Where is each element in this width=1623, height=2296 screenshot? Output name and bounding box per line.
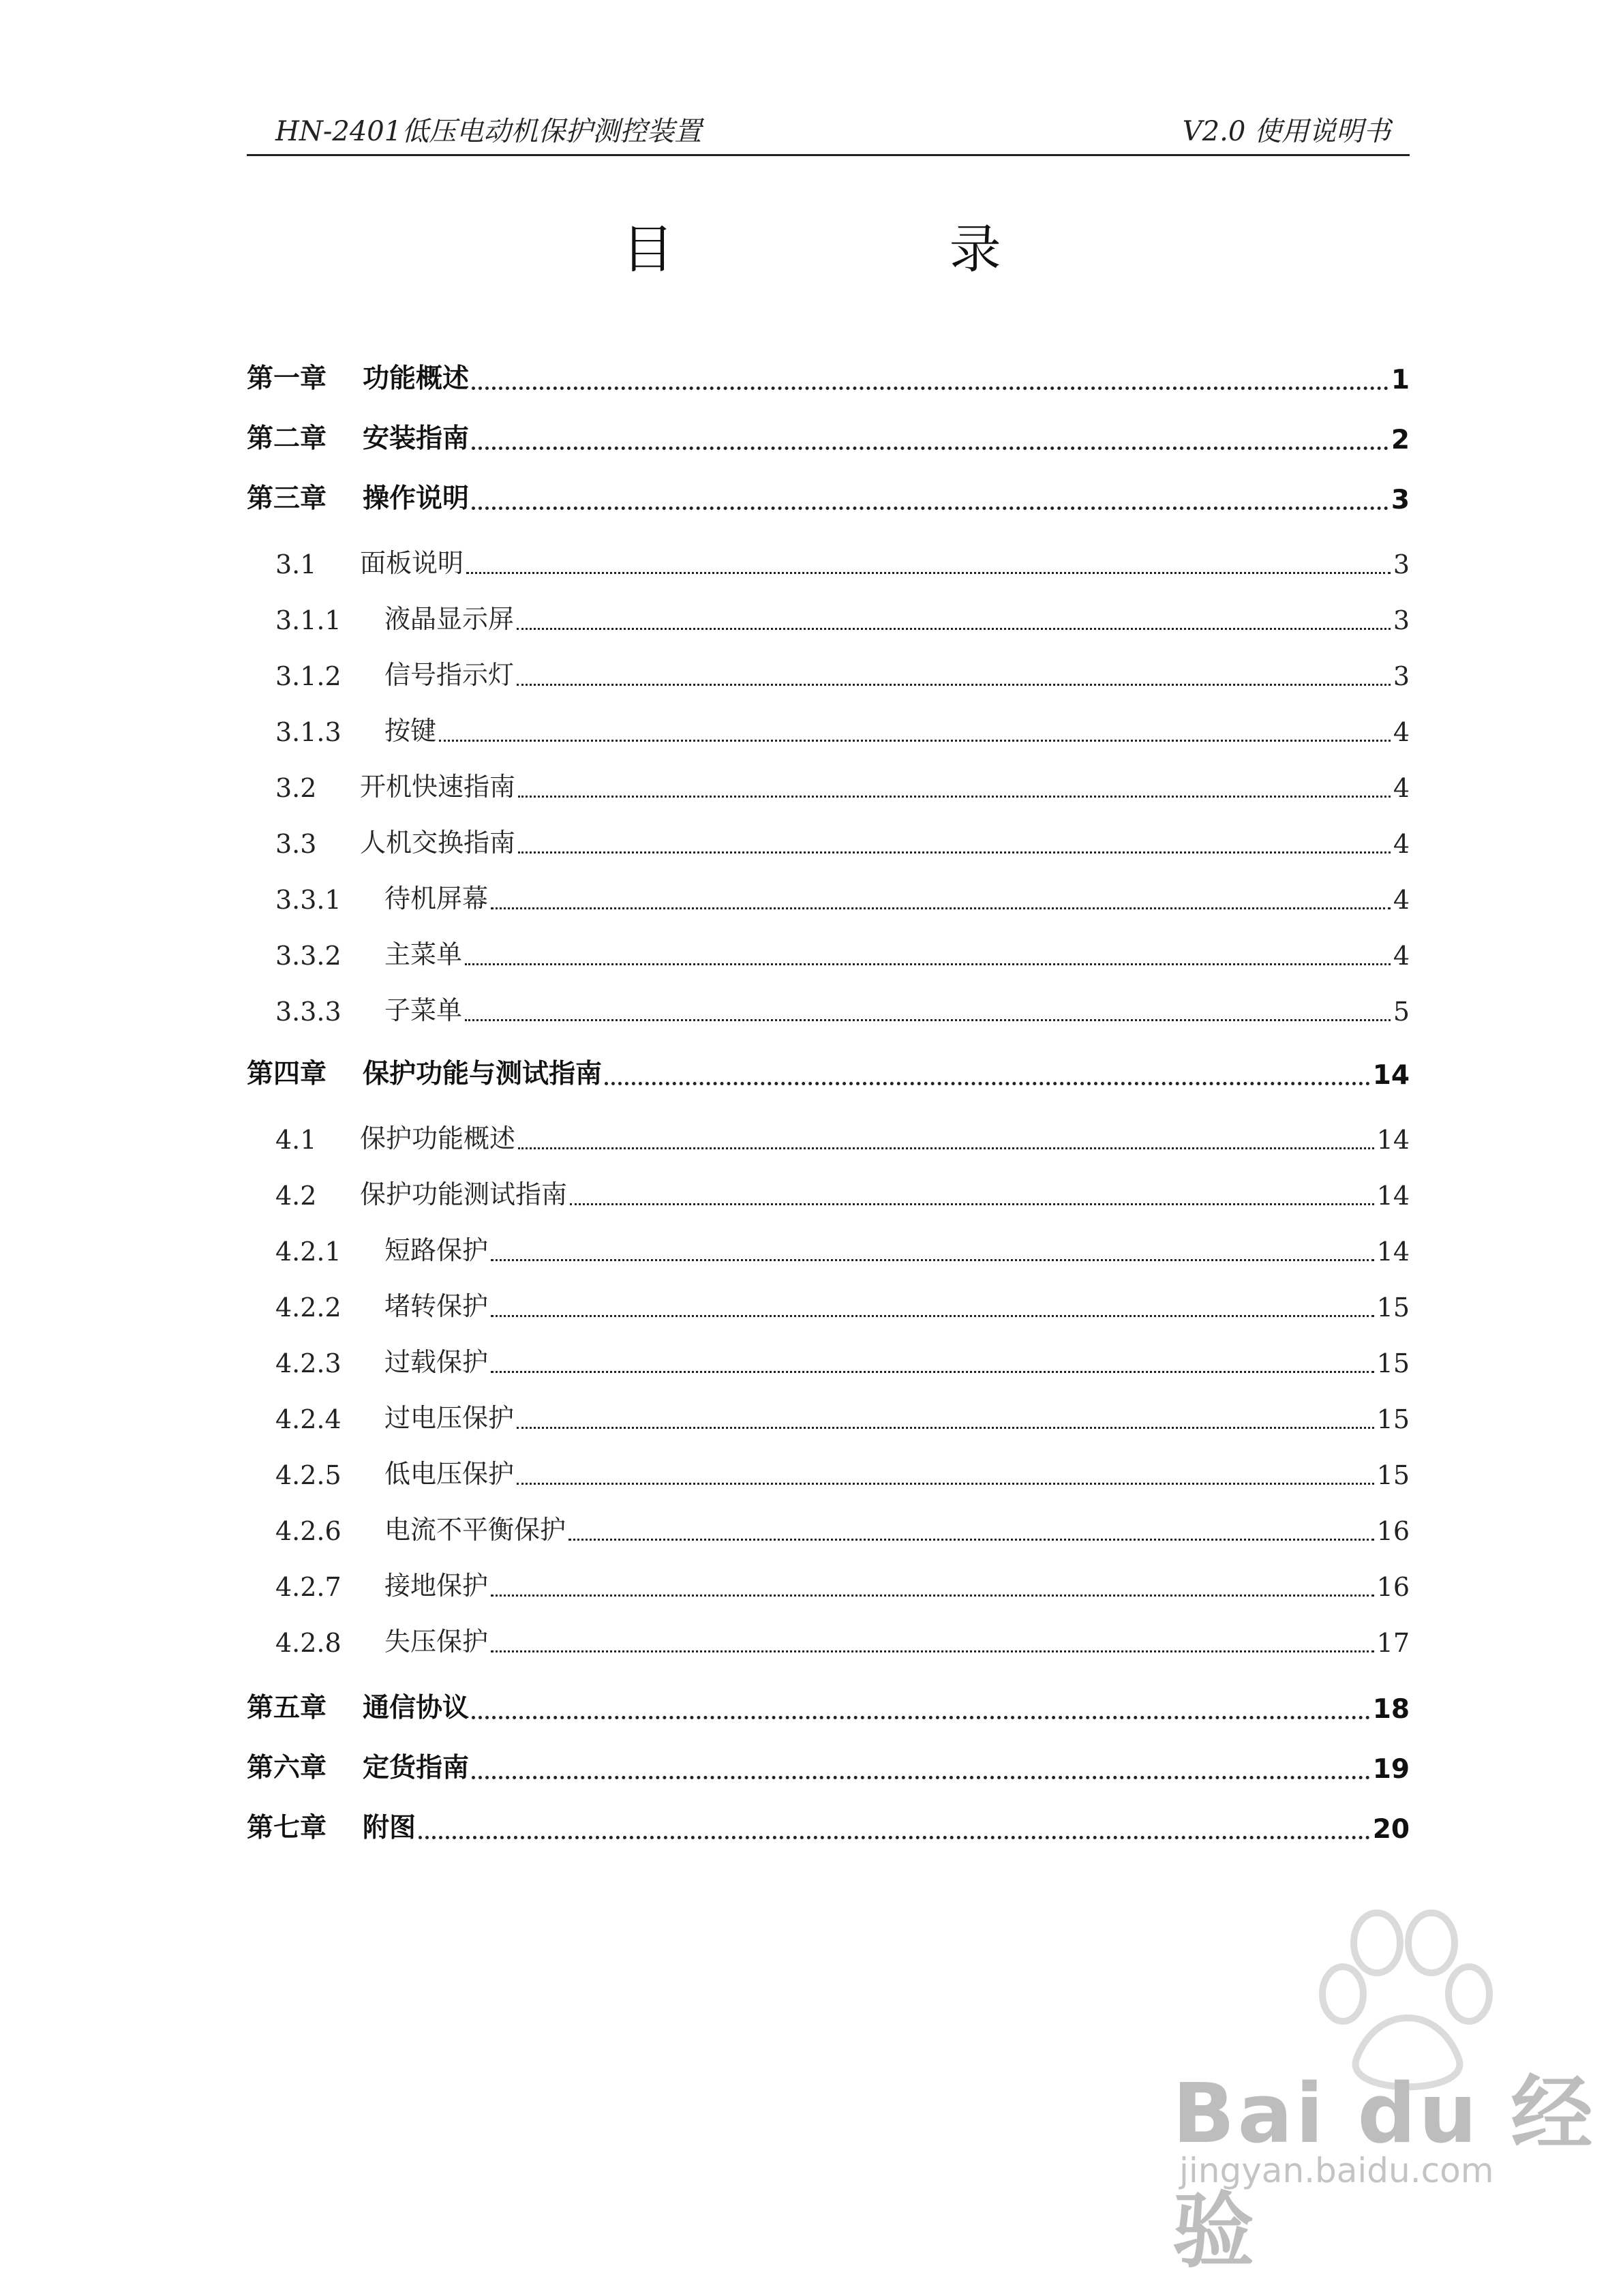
toc-label: 功能概述 xyxy=(363,363,470,394)
toc-number: 第一章 xyxy=(247,363,327,394)
toc-leader xyxy=(570,1203,1374,1205)
toc-entry-subsection[interactable] xyxy=(247,930,1410,971)
toc-page: 4 xyxy=(1393,885,1410,915)
toc-number: 4.2.4 xyxy=(275,1404,342,1434)
page-header xyxy=(247,115,1410,156)
toc-leader xyxy=(491,1315,1374,1317)
toc-page: 4 xyxy=(1393,773,1410,803)
toc-leader xyxy=(518,1147,1374,1149)
toc-number: 4.2 xyxy=(275,1181,317,1211)
toc-number: 3.1.2 xyxy=(275,661,342,691)
toc-entry-subsection[interactable] xyxy=(247,986,1410,1027)
toc-leader xyxy=(568,1539,1374,1541)
toc-page: 20 xyxy=(1372,1814,1410,1845)
toc-entry-section[interactable] xyxy=(247,539,1410,579)
toc-entry-chapter[interactable] xyxy=(247,1684,1410,1725)
toc-page: 15 xyxy=(1376,1348,1410,1378)
toc-number: 第五章 xyxy=(247,1693,327,1723)
toc-leader xyxy=(472,387,1389,390)
toc-entry-chapter[interactable] xyxy=(247,354,1410,395)
toc-number: 3.3.2 xyxy=(275,941,342,971)
toc-entry-subsection[interactable] xyxy=(247,1561,1410,1602)
toc-number: 4.2.5 xyxy=(275,1460,342,1490)
toc-entry-subsection[interactable] xyxy=(247,594,1410,635)
toc-label: 通信协议 xyxy=(363,1693,470,1723)
toc-leader xyxy=(518,851,1391,854)
toc-page: 4 xyxy=(1393,941,1410,971)
toc-page: 14 xyxy=(1376,1125,1410,1155)
toc-number: 第二章 xyxy=(247,423,327,454)
toc-entry-section[interactable] xyxy=(247,1114,1410,1155)
toc-label: 保护功能与测试指南 xyxy=(363,1059,603,1089)
toc-page: 14 xyxy=(1372,1060,1410,1091)
toc-label: 接地保护 xyxy=(384,1571,489,1601)
toc-label: 电流不平衡保护 xyxy=(384,1515,566,1545)
toc-label: 按键 xyxy=(384,716,437,746)
watermark-url: jingyan.baidu.com xyxy=(1179,2151,1494,2190)
toc-leader xyxy=(465,1019,1391,1021)
toc-label: 保护功能概述 xyxy=(360,1123,516,1153)
toc-leader xyxy=(605,1082,1370,1085)
toc-page: 3 xyxy=(1393,661,1410,691)
header-document-title: HN-2401低压电动机保护测控装置 xyxy=(275,116,702,147)
toc-number: 第六章 xyxy=(247,1753,327,1783)
toc-page: 15 xyxy=(1376,1404,1410,1434)
toc-leader xyxy=(466,572,1391,574)
toc-leader xyxy=(472,1776,1370,1779)
toc-number: 4.2.3 xyxy=(275,1348,342,1378)
toc-number: 3.3.3 xyxy=(275,997,342,1027)
toc-number: 4.2.1 xyxy=(275,1237,342,1267)
toc-leader xyxy=(439,740,1391,742)
toc-entry-subsection[interactable] xyxy=(247,1449,1410,1490)
toc-page: 3 xyxy=(1393,605,1410,635)
toc-label: 信号指示灯 xyxy=(384,660,515,690)
toc-label: 堵转保护 xyxy=(384,1291,489,1321)
toc-number: 3.3 xyxy=(275,829,317,859)
toc-page: 16 xyxy=(1376,1516,1410,1546)
toc-entry-chapter[interactable] xyxy=(247,414,1410,455)
toc-leader xyxy=(472,507,1389,510)
toc-number: 3.1.3 xyxy=(275,717,342,747)
header-version: V2.0 使用说明书 xyxy=(1182,116,1391,147)
toc-leader xyxy=(491,1259,1374,1261)
toc-leader xyxy=(419,1836,1370,1839)
toc-page: 3 xyxy=(1391,485,1410,515)
toc-page: 2 xyxy=(1391,425,1410,455)
toc-number: 3.2 xyxy=(275,773,317,803)
toc-page: 4 xyxy=(1393,717,1410,747)
toc-entry-subsection[interactable] xyxy=(247,1617,1410,1658)
toc-page: 15 xyxy=(1376,1460,1410,1490)
toc-leader xyxy=(491,1650,1374,1652)
toc-page: 14 xyxy=(1376,1181,1410,1211)
toc-page: 17 xyxy=(1376,1628,1410,1658)
toc-entry-subsection[interactable] xyxy=(247,706,1410,747)
toc-page: 5 xyxy=(1393,997,1410,1027)
toc-label: 附图 xyxy=(363,1813,416,1843)
toc-number: 4.2.2 xyxy=(275,1293,342,1323)
toc-label: 失压保护 xyxy=(384,1627,489,1657)
toc-number: 4.2.6 xyxy=(275,1516,342,1546)
toc-number: 4.1 xyxy=(275,1125,317,1155)
toc-leader xyxy=(491,1371,1374,1373)
toc-label: 定货指南 xyxy=(363,1753,470,1783)
toc-entry-subsection[interactable] xyxy=(247,1282,1410,1323)
toc-number: 3.1 xyxy=(275,549,317,579)
toc-leader xyxy=(465,963,1391,965)
toc-label: 主菜单 xyxy=(384,939,463,969)
toc-entry-section[interactable] xyxy=(247,818,1410,859)
toc-page: 3 xyxy=(1393,549,1410,579)
toc-entry-subsection[interactable] xyxy=(247,650,1410,691)
toc-entry-subsection[interactable] xyxy=(247,1338,1410,1378)
toc-label: 保护功能测试指南 xyxy=(360,1179,568,1209)
toc-label: 液晶显示屏 xyxy=(384,604,515,634)
toc-leader xyxy=(518,796,1391,798)
toc-number: 第三章 xyxy=(247,483,327,514)
page-title: 目 录 xyxy=(622,219,1131,280)
toc-page: 18 xyxy=(1372,1694,1410,1725)
toc-label: 人机交换指南 xyxy=(360,828,516,858)
toc-leader xyxy=(472,1716,1370,1719)
toc-leader xyxy=(517,684,1391,686)
toc-number: 第四章 xyxy=(247,1059,327,1089)
toc-number: 3.3.1 xyxy=(275,885,342,915)
toc-leader xyxy=(517,1427,1374,1429)
toc-leader xyxy=(491,1595,1374,1597)
toc-leader xyxy=(517,628,1391,630)
toc-page: 15 xyxy=(1376,1293,1410,1323)
toc-entry-subsection[interactable] xyxy=(247,1393,1410,1434)
toc-leader xyxy=(472,447,1389,450)
toc-number: 4.2.7 xyxy=(275,1572,342,1602)
toc-label: 面板说明 xyxy=(360,548,464,578)
toc-leader xyxy=(491,907,1391,909)
toc-entry-section[interactable] xyxy=(247,762,1410,803)
toc-page: 4 xyxy=(1393,829,1410,859)
toc-label: 操作说明 xyxy=(363,483,470,514)
toc-entry-chapter[interactable] xyxy=(247,1804,1410,1845)
toc-number: 4.2.8 xyxy=(275,1628,342,1658)
toc-page: 19 xyxy=(1372,1754,1410,1785)
toc-entry-subsection[interactable] xyxy=(247,1226,1410,1267)
toc-entry-subsection[interactable] xyxy=(247,1505,1410,1546)
toc-label: 子菜单 xyxy=(384,995,463,1025)
toc-page: 16 xyxy=(1376,1572,1410,1602)
toc-label: 过载保护 xyxy=(384,1347,489,1377)
toc-label: 低电压保护 xyxy=(384,1459,515,1489)
toc-label: 短路保护 xyxy=(384,1235,489,1265)
toc-label: 安装指南 xyxy=(363,423,470,454)
toc-number: 第七章 xyxy=(247,1813,327,1843)
toc-entry-subsection[interactable] xyxy=(247,874,1410,915)
toc-leader xyxy=(517,1483,1374,1485)
toc-entry-chapter[interactable] xyxy=(247,474,1410,515)
toc-label: 开机快速指南 xyxy=(360,772,516,802)
watermark-brand: Bai du 经验 xyxy=(1172,2067,1596,2279)
toc-label: 待机屏幕 xyxy=(384,883,489,913)
toc-label: 过电压保护 xyxy=(384,1403,515,1433)
toc-page: 14 xyxy=(1376,1237,1410,1267)
toc-number: 3.1.1 xyxy=(275,605,342,635)
toc-entry-chapter[interactable] xyxy=(247,1744,1410,1785)
toc-page: 1 xyxy=(1391,365,1410,395)
toc-entry-section[interactable] xyxy=(247,1170,1410,1211)
toc-entry-chapter[interactable] xyxy=(247,1050,1410,1091)
